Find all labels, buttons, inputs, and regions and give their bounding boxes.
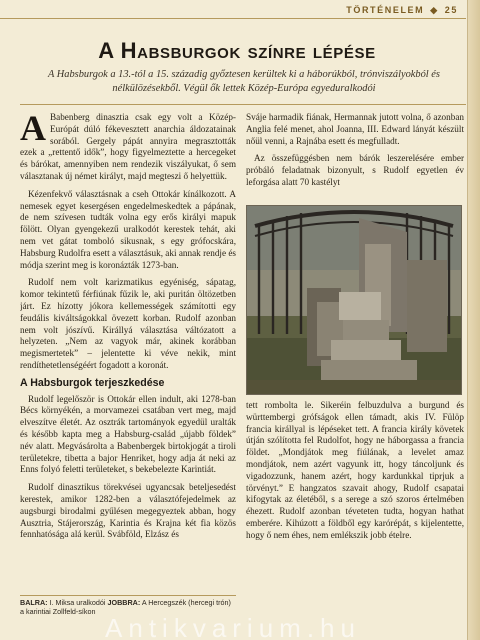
right-column-top bbox=[246, 112, 464, 194]
page-number: 25 bbox=[444, 5, 458, 15]
paragraph: Sváje harmadik fiának, Hermannak jutott volna, ő azonban Anglia felé menet, ahol Joanna, III. Edward lányát készült nőül venni, a Rajnába esett és megfulladt. bbox=[246, 112, 464, 146]
paragraph bbox=[20, 112, 236, 183]
paragraph: tett rombolta le. Sikeréin felbuzdulva a burgund és württembergi grófságok ellen támadt, akis IV. Fülöp francia királlyal is lépéseket tett. A francia király követek útján szólította fel Rudolfot, hogy ne háborgassa a francia földet. „Mondjátok meg fiúlának, a levelet amaz mondjátok, nem azért vagyunk itt, hogy táncoljunk és vigadozzunk, hanem azért, hogy kardunkkal tiprjuk a törvényt.” E hangzatos szavait ahogy, Rudolf csapatai kifogytak az életéből, s a serege a szó szoros értelmében éhezett. Rudolf azonban téveteten tudta, hogyan hathat emberére. Kihúzott a földből egy karórépát, s kijelentette, hogy ő nem éhes, nem emlékszik jobb ételre. bbox=[246, 400, 464, 540]
caption-right-text: A Hercegszék (hercegi trón) a karintiai Zollfeld-síkon bbox=[20, 598, 231, 616]
caption-left-label: BALRA: bbox=[20, 598, 48, 607]
paragraph-text: Babenberg dinasztia csak egy volt a Közép-Európát dúló fékevesztett anarchia áldozatainak sorából. Gergely pápát annyira megrasztották ezek a „rettentő idők”, hogy figyelmeztette a hercegeket és bárókat, amennyiben nem rendezik viszályukat, ő sem választanak új német királyt, majd megteszi ő helyettük. bbox=[20, 112, 236, 181]
diamond-separator-icon: ◆ bbox=[430, 5, 439, 15]
article-lede: A Habsburgok a 13.-tól a 15. századig győztesen kerültek ki a háborúkból, trónviszályokból és nélkülözésekből. Végül ők lettek Közép-Európa egyeduralkodói bbox=[48, 69, 440, 94]
left-column bbox=[20, 112, 236, 598]
drop-cap: A bbox=[20, 112, 46, 148]
caption-right-label: JOBBRA: bbox=[107, 598, 141, 607]
header-rule bbox=[0, 18, 466, 19]
section-label: TÖRTÉNELEM bbox=[346, 5, 425, 15]
right-column-bottom bbox=[246, 400, 464, 640]
section-tag bbox=[346, 5, 458, 16]
throne-illustration bbox=[247, 206, 461, 394]
paragraph: Rudolf dinasztikus törekvései ugyancsak beteljesedést kerestek, amikor 1282-ben a választófejedelmek az augsburgi birodalmi gyűlésen megegyeztek abban, hogy Ausztria, Stájerország, Karintia és Krajna két fia közös fennhatósága alá kerül. Svábföld, Elzász és bbox=[20, 482, 236, 540]
paragraph: Kézenfekvő választásnak a cseh Ottokár kínálkozott. A nemesek egyet kesergésen engedelmeskedtek a pápának, de nem szívesen tudták volna egy erős királyi mapuk fölött. Olyan gyengekezű uralkodót kerestek tehát, aki nem vet gátat tomboló sikusnak, s egy grófocskára, Habsburg Rudolfra esett a választásuk, aki annak rendje és módja szerint meg is koronázták 1273-ban. bbox=[20, 188, 236, 270]
throne-photo bbox=[246, 205, 462, 395]
paragraph: Rudolf legelőször is Ottokár ellen indult, aki 1278-ban Bécs környékén, a morvamezei csatában vert meg, majd elveszítve életét. Az osztrák tartományok egyedül uralták és később kapta meg a Habsburg-család „újabb földek” név alatt. Megvásárolta a Babenbergek birtokjogát a tiroli területekre, tibetta a bajor Henriket, hogy adja át neki az Enns folyó feletti területeket, s bekebelezte Karintiát. bbox=[20, 393, 236, 475]
section-subhead: A Habsburgok terjeszkedése bbox=[20, 376, 165, 389]
article-title: A Habsburgok színre lépése bbox=[98, 38, 376, 63]
caption-left-text: I. Miksa uralkodói bbox=[49, 598, 106, 607]
paragraph: Az összefüggésben nem bárók leszerelésére ember próbáló feladatnak bizonyult, s Rudolf egyetlen év leforgása alatt 70 kastélyt bbox=[246, 153, 464, 187]
page-edge bbox=[467, 0, 480, 640]
title-rule bbox=[20, 104, 466, 105]
paragraph: Rudolf nem volt karizmatikus egyéniség, sápatag, komor tekintetű férfiúnak fűzik le, aki puritán öltözetben járt. Ez hízotty jókora kellemességek számítotti egy feudális kiváltságokkal övezett korban. Rudolf azonban nem volt jószívű. Királlyá választása váltózatott a helyzeten. „Nem az vagyok már, akinek korábban megismertetek” – jelentette ki véve nekik, mint rendíthetetlenségéért fogadott a koronát. bbox=[20, 277, 236, 370]
watermark: Antikvarium.hu bbox=[105, 616, 361, 640]
